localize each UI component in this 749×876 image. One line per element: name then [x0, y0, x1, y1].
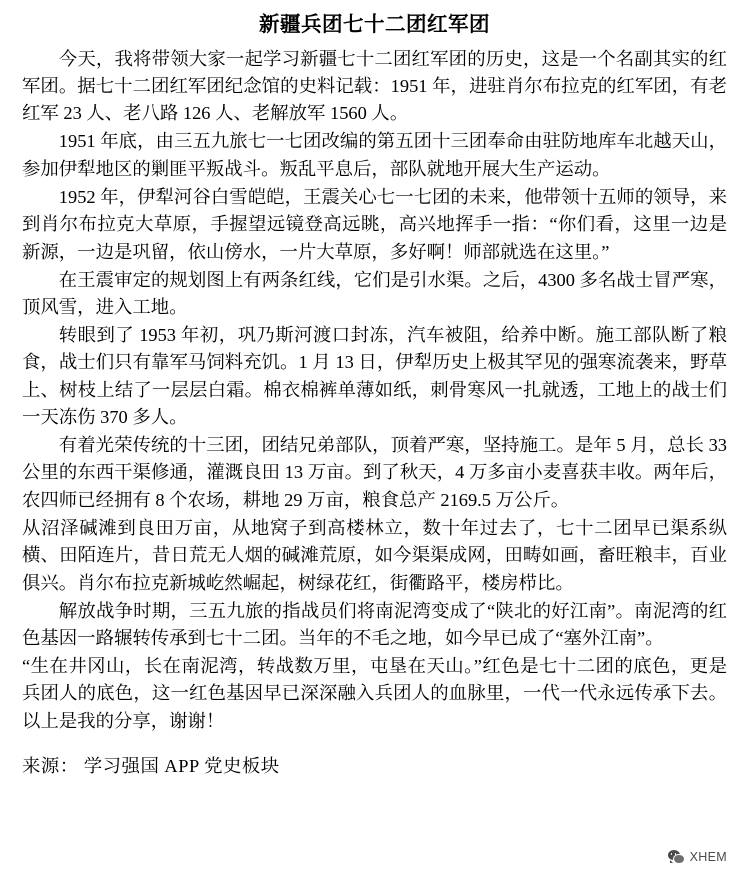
- paragraph: 1951 年底，由三五九旅七一七团改编的第五团十三团奉命由驻防地库车北越天山，参加伊犁地区的剿匪平叛战斗。叛乱平息后，部队就地开展大生产运动。: [22, 131, 727, 179]
- wechat-icon: [668, 850, 685, 864]
- paragraph: 转眼到了 1953 年初，巩乃斯河渡口封冻，汽车被阻，给养中断。施工部队断了粮食，战士们只有靠军马饲料充饥。1 月 13 日，伊犁历史上极其罕见的强寒流袭来，野草上、树枝上结了一层层白霜。棉衣棉裤单薄如纸，刺骨寒风一扎就透，工地上的战士们一天冻伤 370 多人。: [22, 324, 727, 428]
- footer-watermark: [668, 850, 727, 864]
- document-body: [22, 46, 727, 782]
- paragraph: 今天，我将带领大家一起学习新疆七十二团红军团的历史，这是一个名副其实的红军团。据七十二团红军团纪念馆的史料记载：1951 年，进驻肖尔布拉克的红军团，有老红军 23 人、老八路 126 人、老解放军 1560 人。: [22, 48, 727, 124]
- footer-label: XHEM: [689, 850, 727, 864]
- source-line: 来源： 学习强国 APP 党史板块: [22, 756, 280, 777]
- paragraph: 解放战争时期，三五九旅的指战员们将南泥湾变成了“陕北的好江南”。南泥湾的红色基因一路辗转传承到七十二团。当年的不毛之地，如今早已成了“塞外江南”。: [22, 600, 727, 648]
- paragraph: “生在井冈山，长在南泥湾，转战数万里，屯垦在天山。”红色是七十二团的底色，更是兵团人的底色，这一红色基因早已深深融入兵团人的血脉里，一代一代永远传承下去。以上是我的分享，谢谢！: [22, 655, 727, 731]
- paragraph: 1952 年，伊犁河谷白雪皑皑，王震关心七一七团的未来，他带领十五师的领导，来到肖尔布拉克大草原，手握望远镜登高远眺，高兴地挥手一指：“你们看，这里一边是新源，一边是巩留，依山傍水，一片大草原，多好啊！师部就选在这里。”: [22, 186, 727, 262]
- page-title: 新疆兵团七十二团红军团: [259, 14, 490, 36]
- paragraph: 从沼泽碱滩到良田万亩，从地窝子到高楼林立，数十年过去了，七十二团早已渠系纵横、田陌连片，昔日荒无人烟的碱滩荒原，如今渠渠成网，田畴如画，畜旺粮丰，百业俱兴。肖尔布拉克新城屹然崛起，树绿花红，街衢路平，楼房栉比。: [22, 517, 727, 593]
- paragraph: 有着光荣传统的十三团，团结兄弟部队，顶着严寒，坚持施工。是年 5 月，总长 33 公里的东西干渠修通，灌溉良田 13 万亩。到了秋天，4 万多亩小麦喜获丰收。两年后，农四师已经拥有 8 个农场，耕地 29 万亩，粮食总产 2169.5 万公斤。: [22, 435, 727, 510]
- paragraph: 在王震审定的规划图上有两条红线，它们是引水渠。之后，4300 多名战士冒严寒，顶风雪，进入工地。: [22, 269, 727, 317]
